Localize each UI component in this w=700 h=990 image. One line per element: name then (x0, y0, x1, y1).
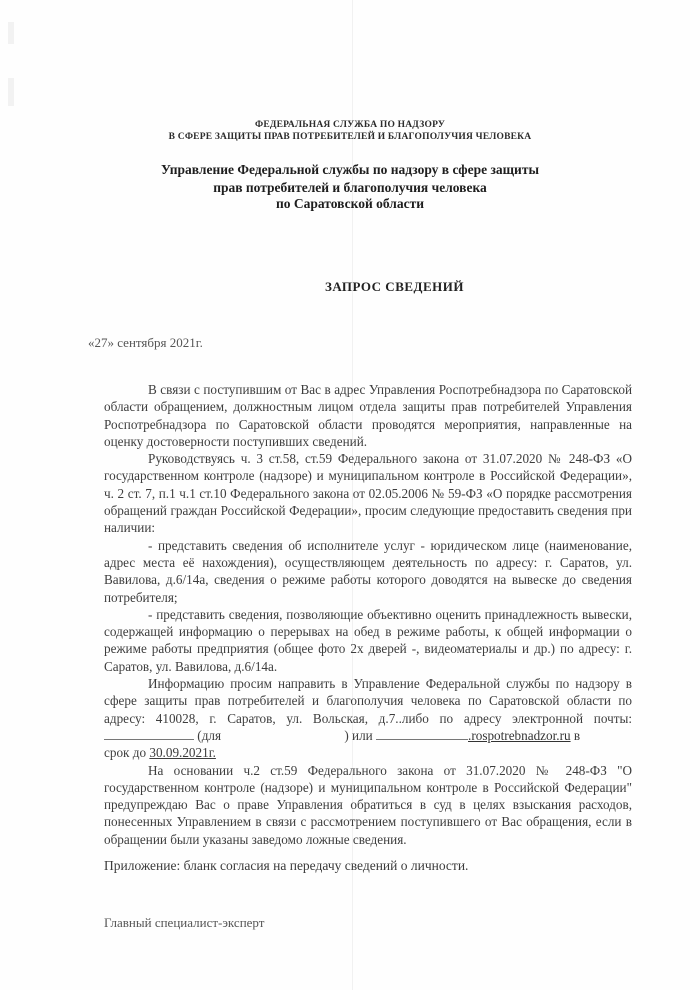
send-to-for: (для (197, 727, 222, 743)
send-to-text: Информацию просим направить в Управление Федеральной службы по надзору в сфере защиты прав потребителей и благополучия человека по Саратовской области по адресу: 410028, г. Саратов, ул. Вольская, д.7..либо по адресу электронной почты: (104, 676, 632, 726)
deadline-date: 30.09.2021г. (149, 745, 216, 761)
office-name-line1: Управление Федеральной службы по надзору в сфере защиты (160, 162, 540, 177)
deadline-prefix: срок до (104, 745, 147, 761)
office-name-line3: по Саратовской области (275, 196, 425, 211)
request-item-2: - представить сведения, позволяющие объективно оценить принадлежность вывески, содержащей информацию о перерывах на обед в режиме работы, к общей информации о режиме работы предприятия (общее фото 2х дверей -, видеоматериалы и др.) по адресу: г. Саратов, ул. Вавилова, д.6/14а. (104, 606, 632, 674)
redacted-text (224, 730, 344, 740)
document-date: «27» сентября 2021г. (88, 335, 203, 350)
paragraph-intro: В связи с поступившим от Вас в адрес Управления Роспотребнадзора по Саратовской области обращением, должностным лицом отдела защиты прав потребителей Управления Роспотребнадзора по Саратовской области проводятся мероприятия, направленные на оценку достоверности поступивших сведений. (104, 382, 632, 449)
annex-note: Приложение: бланк согласия на передачу сведений о личности. (104, 858, 469, 873)
document-body (104, 381, 632, 848)
email-domain-link[interactable]: .rospotrebnadzor.ru (468, 727, 571, 743)
deadline-line (104, 744, 632, 761)
scan-edge-mark (8, 22, 14, 44)
office-name-line2: прав потребителей и благополучия человека (213, 180, 487, 195)
paragraph-send-to (104, 675, 632, 744)
request-item-1: - представить сведения об исполнителе услуг - юридическом лице (наименование, адрес места её нахождения), осуществляющем деятельность по адресу: г. Саратов, ул. Вавилова, д.6/14а, сведения о режиме работы которого доводятся на вывеске до сведения потребителя; (104, 537, 632, 605)
signature-title: Главный специалист-эксперт (104, 915, 265, 930)
agency-name-line2: В СФЕРЕ ЗАЩИТЫ ПРАВ ПОТРЕБИТЕЛЕЙ И БЛАГОПОЛУЧИЯ ЧЕЛОВЕКА (168, 132, 532, 142)
send-to-or: ) или (344, 727, 373, 743)
scan-edge-mark (8, 78, 14, 106)
redacted-email-1 (104, 729, 194, 740)
paragraph-warning: На основании ч.2 ст.59 Федерального закона от 31.07.2020 № 248-ФЗ "О государственном контроле (надзоре) и муниципальном контроле в Российской Федерации" предупреждаю Вас о праве Управления обратиться в суд в целях взыскания расходов, понесенных Управлением в связи с рассмотрением поступившего от Вас обращения, если в обращении были указаны заведомо ложные сведения. (104, 762, 632, 847)
agency-name-line1: ФЕДЕРАЛЬНАЯ СЛУЖБА ПО НАДЗОРУ (254, 120, 446, 130)
document-title: ЗАПРОС СВЕДЕНИЙ (325, 279, 464, 294)
redacted-email-2 (376, 729, 468, 740)
send-to-in: в (573, 727, 581, 743)
paragraph-legal-basis: Руководствуясь ч. 3 ст.58, ст.59 Федерального закона от 31.07.2020 № 248-ФЗ «О государственном контроле (надзоре) и муниципальном контроле в Российской Федерации», ч. 2 ст. 7, п.1 ч.1 ст.10 Федерального закона от 02.05.2006 № 59-ФЗ «О порядке рассмотрения обращений граждан Российской Федерации», просим следующие предоставить сведения при наличии: (104, 451, 632, 536)
